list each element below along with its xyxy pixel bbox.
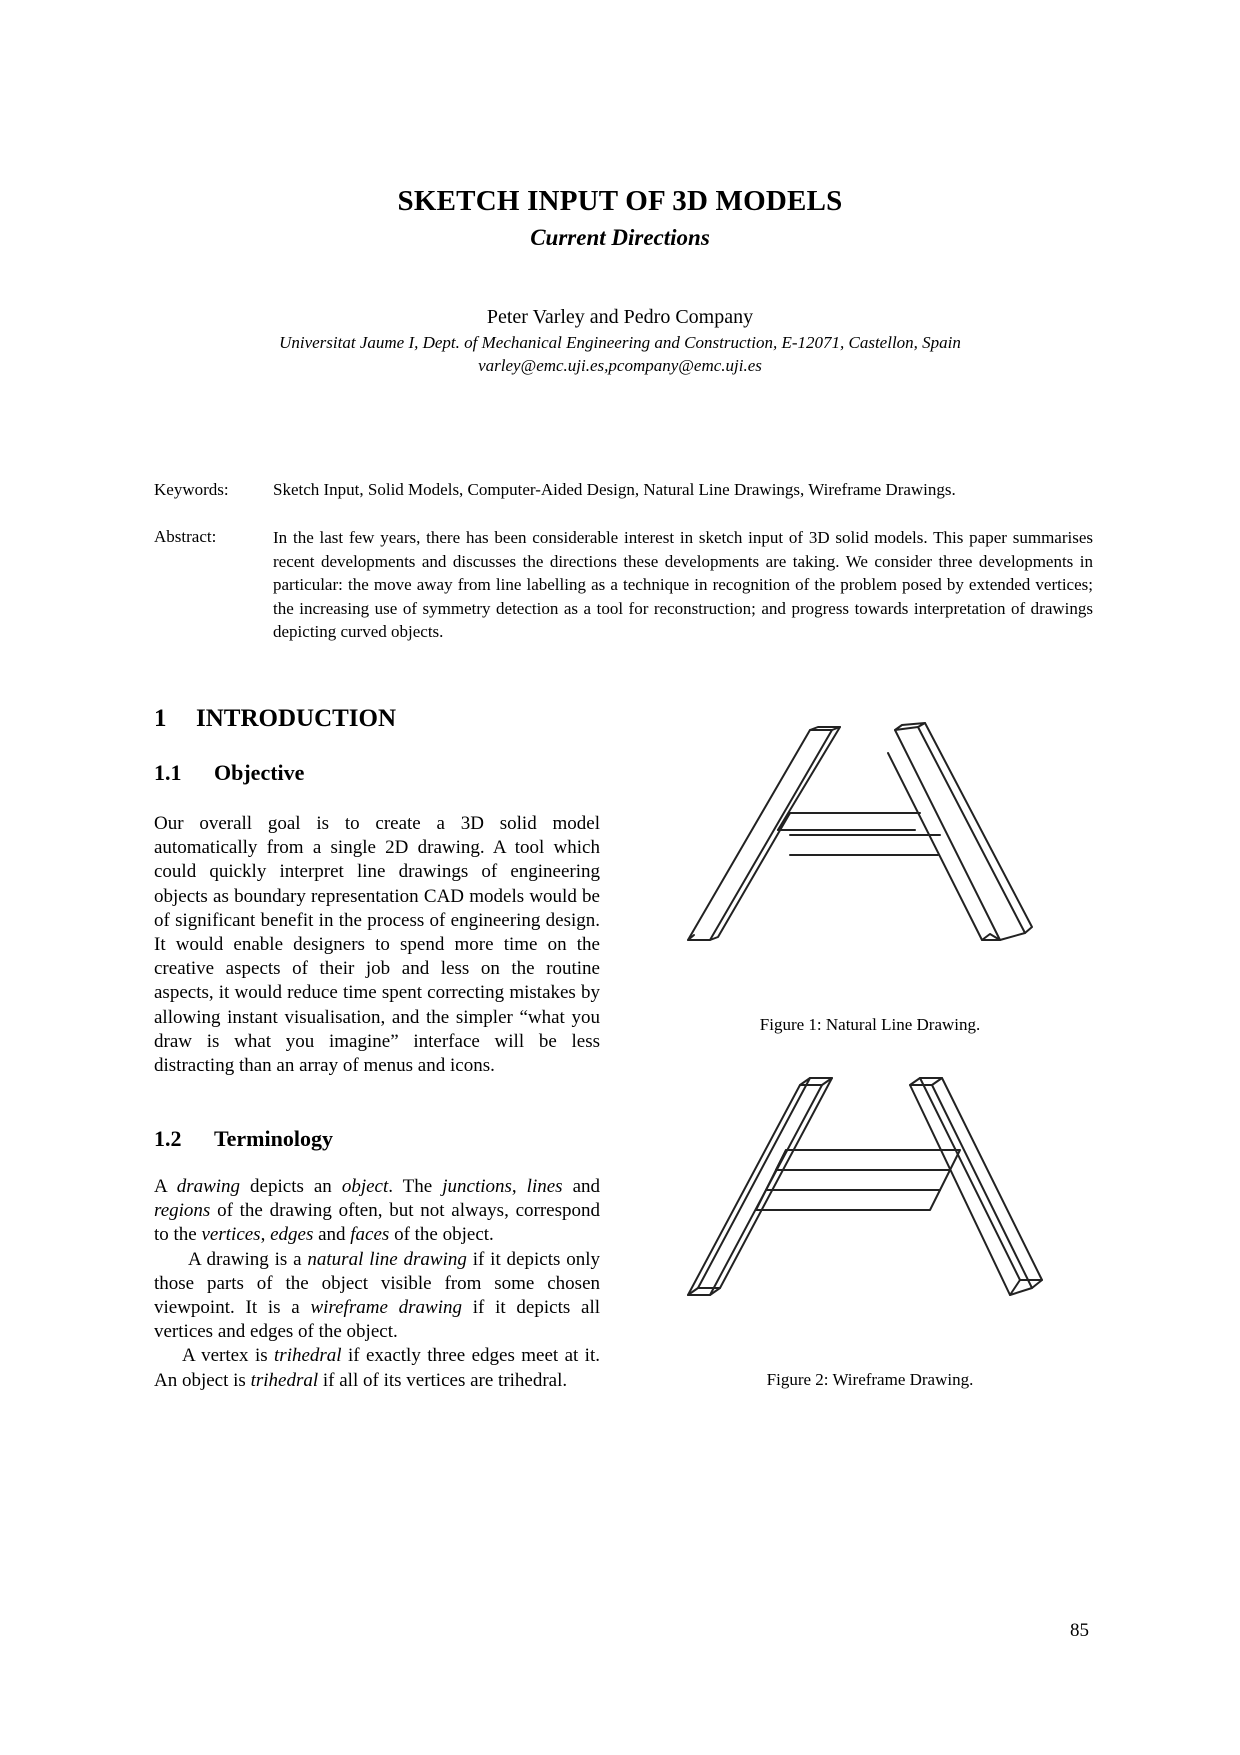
terminology-paragraph-1: A drawing depicts an object. The junctions, lines and regions of the drawing often, but not always, correspond to the vertices, edges and faces of the object. — [154, 1176, 601, 1246]
paper-title: SKETCH INPUT OF 3D MODELS — [397, 185, 843, 217]
right-leg-top — [910, 1078, 942, 1085]
affiliation: Universitat Jaume I, Dept. of Mechanical Engineering and Construction, E-12071, Castellon, Spain — [279, 333, 961, 352]
paper-subtitle: Current Directions — [530, 225, 710, 250]
right-leg-side — [925, 723, 1032, 933]
right-leg-hidden-edge — [920, 1078, 1020, 1295]
figure-1-caption: Figure 1: Natural Line Drawing. — [759, 1015, 981, 1034]
author-email: varley@emc.uji.es,pcompany@emc.uji.es — [478, 356, 762, 375]
crossbar-front — [756, 1190, 940, 1210]
left-leg-top — [800, 1078, 832, 1085]
page-number: 85 — [1070, 1620, 1089, 1641]
abstract-text: In the last few years, there has been considerable interest in sketch input of 3D solid models. This paper summarises recent developments and discusses the directions these developments are taking. We consider three developments in particular: the move away from line labelling as a technique in recognition of the problem posed by extended vertices; the increasing use of symmetry detection as a tool for reconstruction; and progress towards interpretation of drawings depicting curved objects. — [273, 528, 1093, 641]
subsection-heading-terminology — [154, 1126, 333, 1152]
objective-paragraph: Our overall goal is to create a 3D solid model automatically from a single 2D drawing. A tool which could quickly interpret line drawings of engineering objects as boundary representation CAD models would be of significant benefit in the process of engineering design. It would enable designers to spend more time on the creative aspects of their job and less on the routine aspects, it would reduce time spent correcting mistakes by allowing instant visualisation, and the simpler “what you draw is what you imagine” interface will be less distracting than an array of menus and icons. — [154, 813, 600, 1077]
crossbar-back — [776, 1150, 960, 1170]
figure-2-wireframe-drawing — [670, 1070, 1070, 1345]
terminology-paragraph-3: A vertex is trihedral if exactly three edges meet at it. An object is trihedral if all of its vertices are trihedral. — [154, 1345, 600, 1391]
section-title: INTRODUCTION — [196, 705, 397, 732]
figure-2-diagram — [670, 1070, 1070, 1340]
section-number: 1 — [154, 705, 167, 732]
right-leg-inner — [888, 753, 1000, 940]
subsection-number: 1.1 — [154, 760, 182, 785]
terminology-paragraph-2: A drawing is a natural line drawing if it depicts only those parts of the object visible from some chosen viewpoint. It is a wireframe drawing if it depicts all vertices and edges of the object. — [154, 1248, 600, 1343]
subsection-title: Terminology — [214, 1126, 333, 1151]
left-leg-hidden-edge — [698, 1078, 810, 1288]
crossbar-top — [776, 1170, 950, 1190]
crossbar-bevel — [778, 813, 920, 830]
keywords-label: Keywords: — [154, 480, 229, 499]
authors: Peter Varley and Pedro Company — [486, 306, 754, 328]
figure-2-caption: Figure 2: Wireframe Drawing. — [766, 1370, 974, 1389]
terminology-body — [154, 1175, 600, 1393]
right-leg-front — [895, 727, 1025, 940]
figure-1-diagram — [670, 715, 1070, 985]
subsection-number: 1.2 — [154, 1126, 182, 1151]
keywords-text: Sketch Input, Solid Models, Computer-Aided Design, Natural Line Drawings, Wireframe Drawings. — [273, 480, 956, 499]
left-leg-back-edge — [778, 727, 840, 830]
figure-1-natural-line-drawing — [670, 715, 1070, 990]
subsection-title: Objective — [214, 760, 305, 785]
subsection-heading-objective — [154, 760, 304, 786]
abstract-label: Abstract: — [154, 527, 217, 546]
section-heading-introduction — [154, 705, 396, 733]
